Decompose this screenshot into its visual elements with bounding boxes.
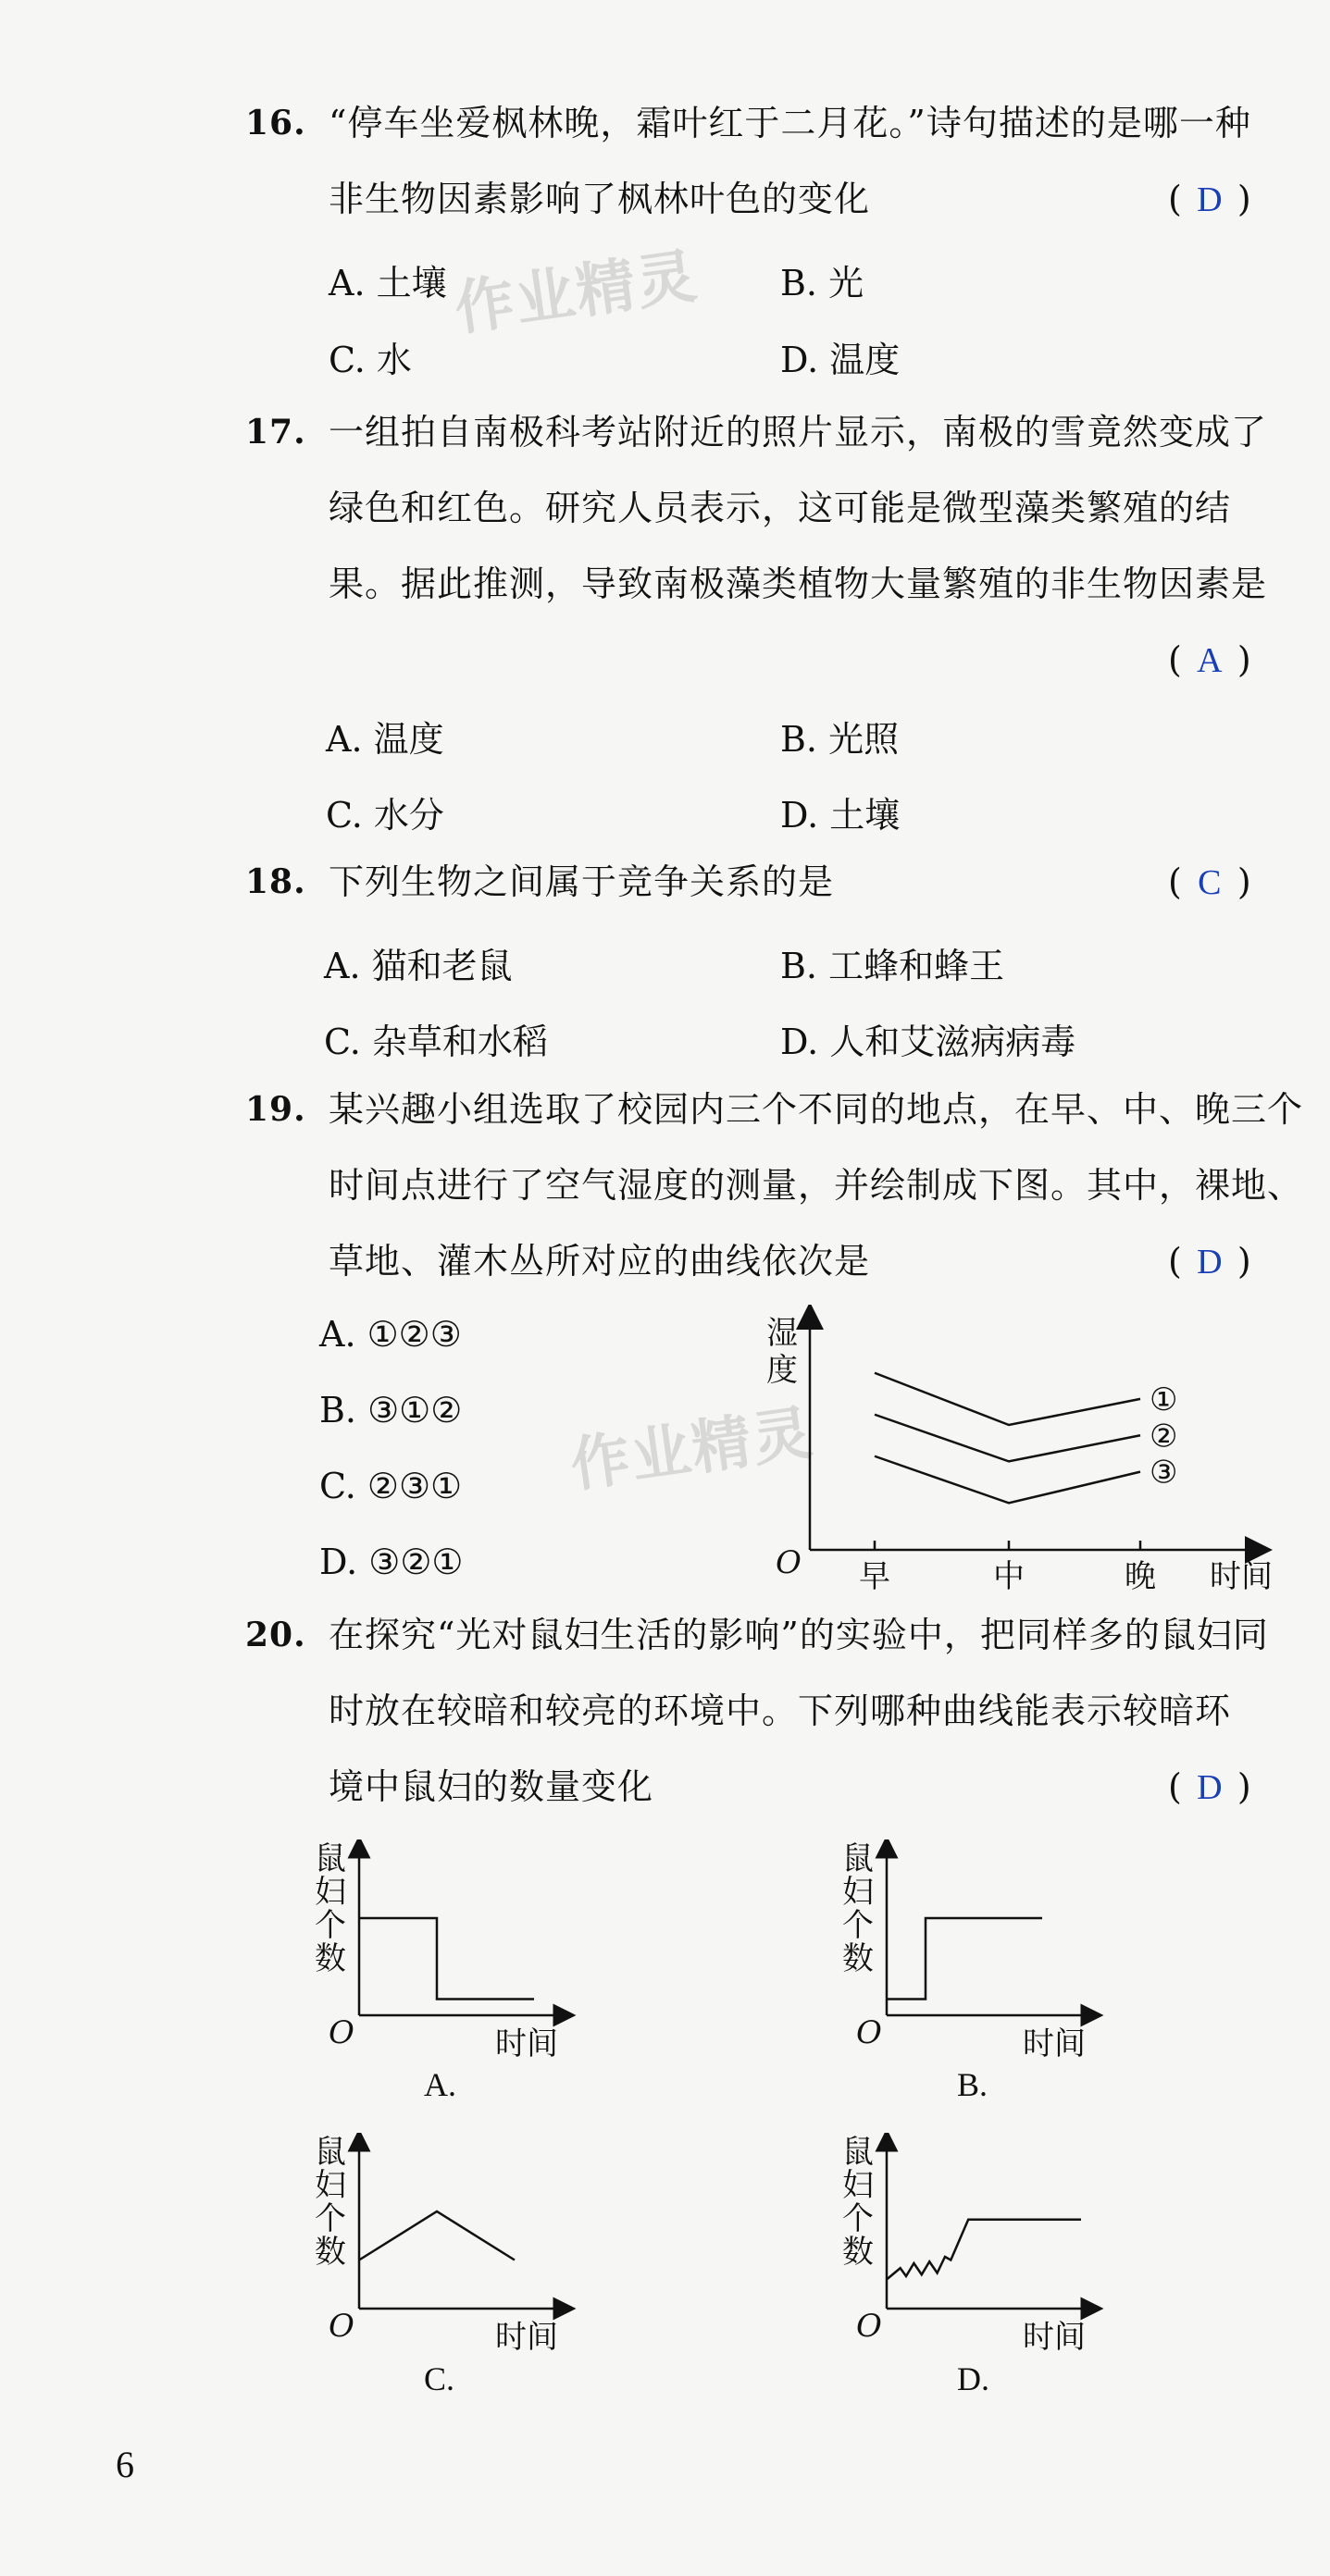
series-label: ③ xyxy=(1150,1454,1178,1492)
question-number: 18. xyxy=(245,862,306,901)
question-text: 下列生物之间属于竞争关系的是 xyxy=(329,861,835,902)
question-text: 绿色和红色。研究人员表示，这可能是微型藻类繁殖的结 xyxy=(329,488,1232,528)
page-number: 6 xyxy=(116,2444,134,2485)
y-axis-label-char: 数 xyxy=(842,1940,874,1977)
answer-letter: C xyxy=(1198,863,1222,902)
y-axis-label-char: 鼠 xyxy=(842,1840,874,1877)
data-line xyxy=(887,1918,1042,2000)
y-axis-label-char: 个 xyxy=(842,2200,874,2237)
y-axis-label-char: 鼠 xyxy=(315,1840,346,1877)
option-a: A. 猫和老鼠 xyxy=(324,946,513,986)
humidity-chart xyxy=(740,1305,1286,1610)
series-label: ② xyxy=(1150,1418,1178,1455)
y-axis-label-char: 妇 xyxy=(315,2167,346,2204)
question-number: 16. xyxy=(245,104,306,142)
option-d: D. 温度 xyxy=(780,340,901,380)
data-line xyxy=(359,1918,534,2000)
question-text: 在探究“光对鼠妇生活的影响”的实验中，把同样多的鼠妇同 xyxy=(329,1615,1269,1655)
y-axis-label-char: 鼠 xyxy=(315,2134,346,2171)
chart-label-c: C. xyxy=(424,2360,455,2397)
option-c: C. ②③① xyxy=(319,1466,463,1506)
chart-label-d: D. xyxy=(957,2360,989,2397)
option-b: B. 光照 xyxy=(780,719,900,760)
question-number: 20. xyxy=(245,1616,306,1654)
answer-bracket: ( D ) xyxy=(1168,1223,1279,1300)
option-d: D. ③②① xyxy=(319,1542,464,1582)
question-text: 境中鼠妇的数量变化 xyxy=(329,1766,654,1807)
mouse-chart-a xyxy=(305,1839,583,2062)
y-axis-label-char: 数 xyxy=(842,2234,874,2271)
y-axis-label-char: 数 xyxy=(315,2234,346,2271)
question-text: 果。据此推测，导致南极藻类植物大量繁殖的非生物因素是 xyxy=(329,564,1268,604)
series-line xyxy=(875,1373,1140,1425)
question-text: 某兴趣小组选取了校园内三个不同的地点，在早、中、晚三个 xyxy=(329,1089,1304,1130)
data-line xyxy=(359,2211,515,2260)
x-axis-label: 时间 xyxy=(495,2319,558,2355)
x-tick-label: 早 xyxy=(859,1558,890,1595)
answer-bracket: ( C ) xyxy=(1168,844,1279,921)
question-text: 时间点进行了空气湿度的测量，并绘制成下图。其中，裸地、 xyxy=(329,1165,1304,1206)
option-c: C. 杂草和水稻 xyxy=(324,1022,548,1062)
origin-label: O xyxy=(856,2014,882,2051)
y-axis-label-char: 鼠 xyxy=(842,2134,874,2171)
answer-letter: D xyxy=(1197,1243,1223,1282)
x-axis-label: 时间 xyxy=(495,2025,558,2062)
option-c: C. 水 xyxy=(329,340,412,380)
question-text: 草地、灌木丛所对应的曲线依次是 xyxy=(329,1241,871,1282)
mouse-chart-d xyxy=(833,2133,1111,2355)
mouse-chart-c xyxy=(305,2133,583,2355)
option-a: A. ①②③ xyxy=(319,1314,462,1355)
option-a: A. 温度 xyxy=(326,719,444,760)
watermark: 作业精灵 xyxy=(566,1398,818,1501)
option-b: B. 工蜂和蜂王 xyxy=(780,946,1005,986)
option-c: C. 水分 xyxy=(326,795,444,836)
x-tick-label: 晚 xyxy=(1125,1558,1156,1595)
option-b: B. ③①② xyxy=(319,1390,463,1430)
x-axis-label: 时间 xyxy=(1210,1558,1273,1595)
y-axis-label-char: 妇 xyxy=(315,1874,346,1911)
question-text: 一组拍自南极科考站附近的照片显示，南极的雪竟然变成了 xyxy=(329,412,1268,452)
x-axis-label: 时间 xyxy=(1023,2319,1086,2355)
answer-bracket: ( D ) xyxy=(1168,161,1279,238)
chart-label-a: A. xyxy=(424,2066,456,2103)
origin-label: O xyxy=(329,2014,354,2051)
answer-bracket: ( D ) xyxy=(1168,1749,1279,1826)
y-axis-label-char: 妇 xyxy=(842,1874,874,1911)
question-number: 17. xyxy=(245,413,306,452)
series-label: ① xyxy=(1150,1381,1178,1418)
y-axis-label-1: 湿 xyxy=(766,1315,798,1352)
chart-label-b: B. xyxy=(957,2066,988,2103)
answer-letter: A xyxy=(1197,641,1223,680)
answer-bracket: ( A ) xyxy=(1168,622,1279,699)
series-line xyxy=(875,1456,1140,1504)
y-axis-label-char: 个 xyxy=(315,1907,346,1944)
y-axis-label-char: 个 xyxy=(842,1907,874,1944)
option-d: D. 人和艾滋病病毒 xyxy=(780,1022,1076,1062)
data-line xyxy=(887,2220,1081,2280)
series-line xyxy=(875,1415,1140,1462)
x-tick-label: 中 xyxy=(993,1558,1025,1595)
origin-label: O xyxy=(856,2308,882,2345)
origin-label: O xyxy=(329,2308,354,2345)
answer-letter: D xyxy=(1197,180,1223,219)
mouse-chart-b xyxy=(833,1839,1111,2062)
y-axis-label-2: 度 xyxy=(766,1352,798,1389)
question-number: 19. xyxy=(245,1090,306,1129)
option-b: B. 光 xyxy=(780,263,864,303)
option-d: D. 土壤 xyxy=(780,795,901,836)
question-text: “停车坐爱枫林晚，霜叶红于二月花。”诗句描述的是哪一种 xyxy=(329,103,1251,143)
question-text: 非生物因素影响了枫林叶色的变化 xyxy=(329,179,871,219)
option-a: A. 土壤 xyxy=(329,263,447,303)
x-axis-label: 时间 xyxy=(1023,2025,1086,2062)
watermark: 作业精灵 xyxy=(450,242,702,344)
y-axis-label-char: 妇 xyxy=(842,2167,874,2204)
question-text: 时放在较暗和较亮的环境中。下列哪种曲线能表示较暗环 xyxy=(329,1690,1232,1731)
answer-letter: D xyxy=(1197,1768,1223,1807)
origin-label: O xyxy=(776,1544,802,1581)
y-axis-label-char: 个 xyxy=(315,2200,346,2237)
y-axis-label-char: 数 xyxy=(315,1940,346,1977)
